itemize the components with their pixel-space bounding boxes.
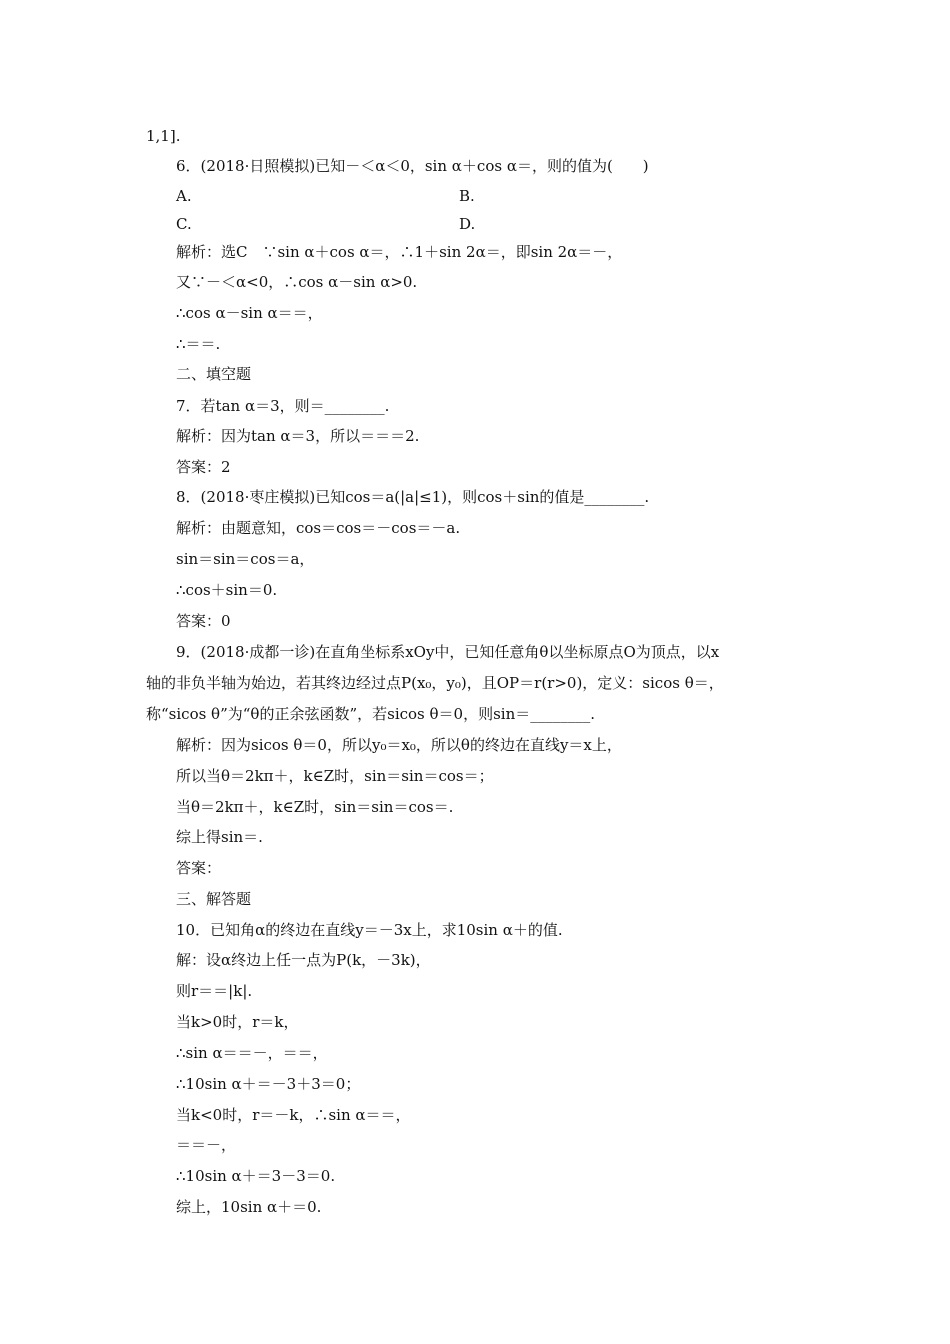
section-heading: 三、解答题 [176, 890, 252, 908]
question-10: 10．已知角α的终边在直线y＝－3x上，求10sin α＋的值. [176, 921, 563, 939]
text-line: 解：设α终边上任一点为P(k，－3k)， [176, 951, 431, 969]
text-line: 当k>0时，r＝k， [176, 1013, 299, 1031]
text-line: 又∵－＜α<0，∴cos α－sin α>0. [176, 273, 418, 291]
answer-line: 答案：2 [176, 458, 231, 476]
text-line: ∴10sin α＋＝3－3＝0. [176, 1167, 336, 1185]
text-line: 当k<0时，r＝－k，∴sin α＝＝， [176, 1106, 411, 1124]
text-line: 则r＝＝|k|. [176, 982, 253, 1000]
text-line: 综上，10sin α＋＝0. [176, 1198, 322, 1216]
text-line: ∴sin α＝＝－，＝＝， [176, 1044, 328, 1062]
text-line: ＝＝－， [176, 1136, 237, 1154]
answer-line: 答案： [176, 859, 222, 877]
question-6: 6．(2018·日照模拟)已知－＜α＜0，sin α＋cos α＝，则的值为( ) [176, 157, 649, 175]
text-line: 综上得sin＝. [176, 828, 263, 846]
text-line: 解析：因为sicos θ＝0，所以y₀＝x₀，所以θ的终边在直线y＝x上， [176, 736, 622, 754]
answer-line: 答案：0 [176, 612, 231, 630]
text-line: ∴＝＝. [176, 335, 221, 353]
question-8: 8．(2018·枣庄模拟)已知cos＝a(|a|≤1)，则cos＋sin的值是________. [176, 488, 650, 506]
text-line: 轴的非负半轴为始边，若其终边经过点P(x₀，y₀)，且OP＝r(r>0)，定义：sicos θ＝， [146, 674, 724, 692]
text-line: 解析：因为tan α＝3，所以＝＝＝2. [176, 427, 420, 445]
text-line: ∴cos＋sin＝0. [176, 581, 278, 599]
question-9: 9．(2018·成都一诊)在直角坐标系xOy中，已知任意角θ以坐标原点O为顶点，以x [176, 643, 720, 661]
text-line: 1,1]. [146, 127, 181, 145]
text-line: 解析：由题意知，cos＝cos＝－cos＝－a. [176, 519, 461, 537]
text-line: sin＝sin＝cos＝a， [176, 550, 315, 568]
text-line: 所以当θ＝2kπ＋，k∈Z时，sin＝sin＝cos＝； [176, 767, 494, 785]
text-line: 当θ＝2kπ＋，k∈Z时，sin＝sin＝cos＝. [176, 798, 454, 816]
option-b: B. [459, 187, 475, 205]
text-line: 解析：选C ∵sin α＋cos α＝，∴1＋sin 2α＝，即sin 2α＝－， [176, 243, 623, 261]
text-line: 称“sicos θ”为“θ的正余弦函数”，若sicos θ＝0，则sin＝________. [146, 705, 596, 723]
section-heading: 二、填空题 [176, 365, 252, 383]
option-a: A. [176, 187, 192, 205]
question-7: 7．若tan α＝3，则＝________. [176, 397, 390, 415]
option-d: D. [459, 215, 476, 233]
option-c: C. [176, 215, 192, 233]
text-line: ∴cos α－sin α＝＝， [176, 304, 323, 322]
text-line: ∴10sin α＋＝－3＋3＝0； [176, 1075, 361, 1093]
